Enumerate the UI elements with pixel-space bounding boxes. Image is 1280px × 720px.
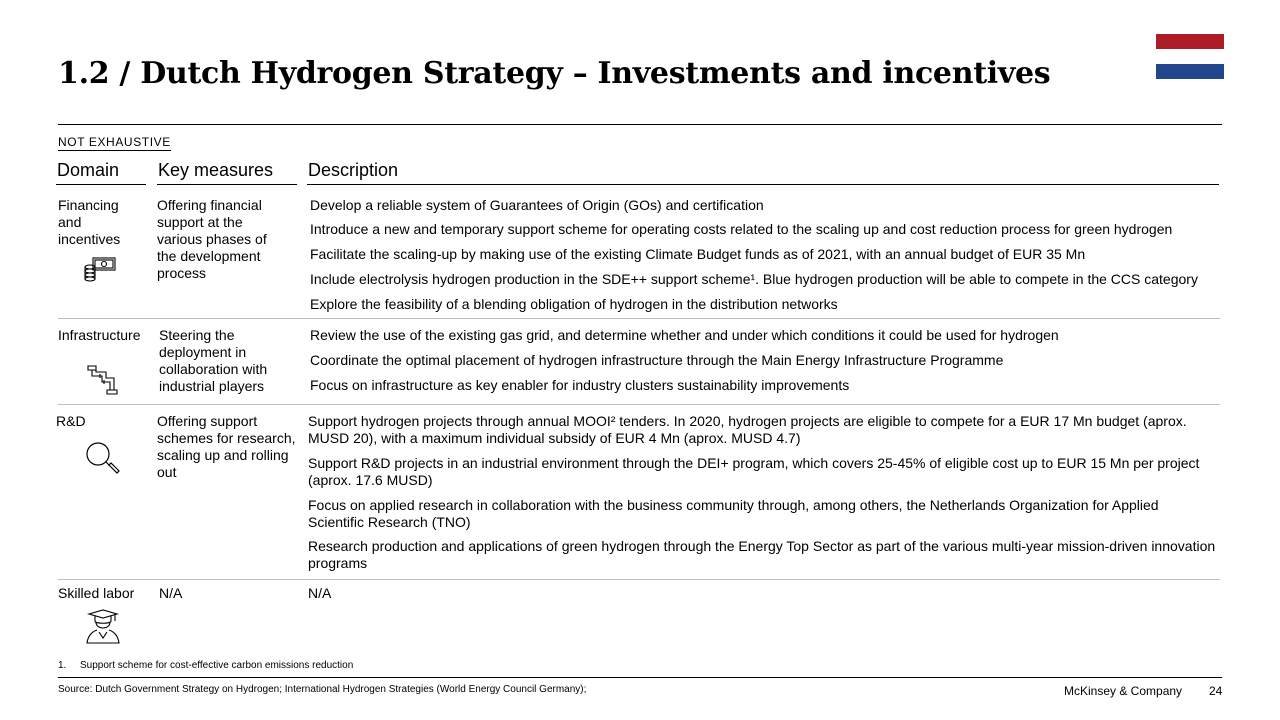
row-infrastructure-domain: Infrastructure [58,327,141,343]
flag-stripe-red [1156,34,1224,49]
row-skilled-labor-desc-1: N/A [308,585,332,601]
page-title: 1.2 / Dutch Hydrogen Strategy – Investments and incentives [58,56,1051,91]
row-rd-domain: R&D [56,413,86,429]
magnifying-glass-icon [85,441,121,477]
graduate-icon [85,609,121,645]
row-rd-desc-3: Focus on applied research in collaboration with the business community through, among others, the Netherlands Organization for Applied Scientific Research (TNO) [308,497,1159,530]
header-description-underline [307,184,1219,185]
row-skilled-labor-measure: N/A [159,585,183,601]
page-number: 24 [1209,684,1223,698]
header-domain: Domain [57,160,120,180]
row-skilled-labor-domain: Skilled labor [58,585,135,601]
row-rd-measure: Offering support schemes for research, scaling up and rolling out [157,413,296,480]
footnote-number: 1. [58,660,67,671]
row-financing-desc-3: Facilitate the scaling-up by making use of the existing Climate Budget funds as of 2021, with an annual budget of EUR 35 Mn [310,246,1086,262]
not-exhaustive-tag: NOT EXHAUSTIVE [58,135,171,149]
row-financing-desc-5: Explore the feasibility of a blending obligation of hydrogen in the distribution networks [310,296,838,312]
source-note: Source: Dutch Government Strategy on Hydrogen; International Hydrogen Strategies (World Energy Council Germany); [58,684,587,695]
row-infrastructure-measure: Steering the deployment in collaboration with industrial players [159,327,268,394]
row-rd-desc-2: Support R&D projects in an industrial environment through the DEI+ program, which covers 25-45% of eligible cost up to EUR 15 Mn per project (aprox. 17.6 MUSD) [308,455,1200,488]
footnote [58,660,353,671]
header-description: Description [308,160,399,180]
row-infrastructure-desc-3: Focus on infrastructure as key enabler for industry clusters sustainability improvements [310,377,850,393]
header-key-measures: Key measures [158,160,274,180]
row-divider [58,404,1220,405]
row-infrastructure-desc-2: Coordinate the optimal placement of hydrogen infrastructure through the Main Energy Infrastructure Programme [310,352,1004,368]
header-measures-underline [157,184,297,185]
money-bills-coins-icon [83,254,117,284]
footer-divider [58,677,1222,678]
row-financing-desc-1: Develop a reliable system of Guarantees of Origin (GOs) and certification [310,197,764,213]
brand-name: McKinsey & Company [1064,684,1183,698]
row-divider [58,318,1220,319]
title-divider [58,124,1222,125]
header-domain-underline [56,184,146,185]
footnote-text: Support scheme for cost-effective carbon emissions reduction [80,660,354,671]
row-divider [58,579,1220,580]
row-rd-desc-1: Support hydrogen projects through annual MOOI² tenders. In 2020, hydrogen projects are eligible to compete for a EUR 17 Mn budget (aprox. MUSD 20), with a maximum individual subsidy of EUR 4 Mn (aprox. MUSD 4.7) [308,413,1187,446]
row-financing-desc-2: Introduce a new and temporary support scheme for operating costs related to the scaling up and cost reduction process for green hydrogen [310,221,1173,237]
row-infrastructure-desc-1: Review the use of the existing gas grid, and determine whether and under which conditions it could be used for hydrogen [310,327,1059,343]
row-rd-desc-4: Research production and applications of green hydrogen through the Energy Top Sector as part of the various multi-year mission-driven innovation programs [308,538,1216,571]
netherlands-flag [1156,34,1224,79]
row-financing-desc-4: Include electrolysis hydrogen production in the SDE++ support scheme¹. Blue hydrogen production will be able to compete in the CCS category [310,271,1198,287]
row-financing-domain: Financing and incentives [58,197,121,247]
pipeline-icon [86,363,120,395]
flag-stripe-blue [1156,64,1224,79]
row-financing-measure: Offering financial support at the various phases of the development process [157,197,267,281]
flag-stripe-white [1156,49,1224,64]
